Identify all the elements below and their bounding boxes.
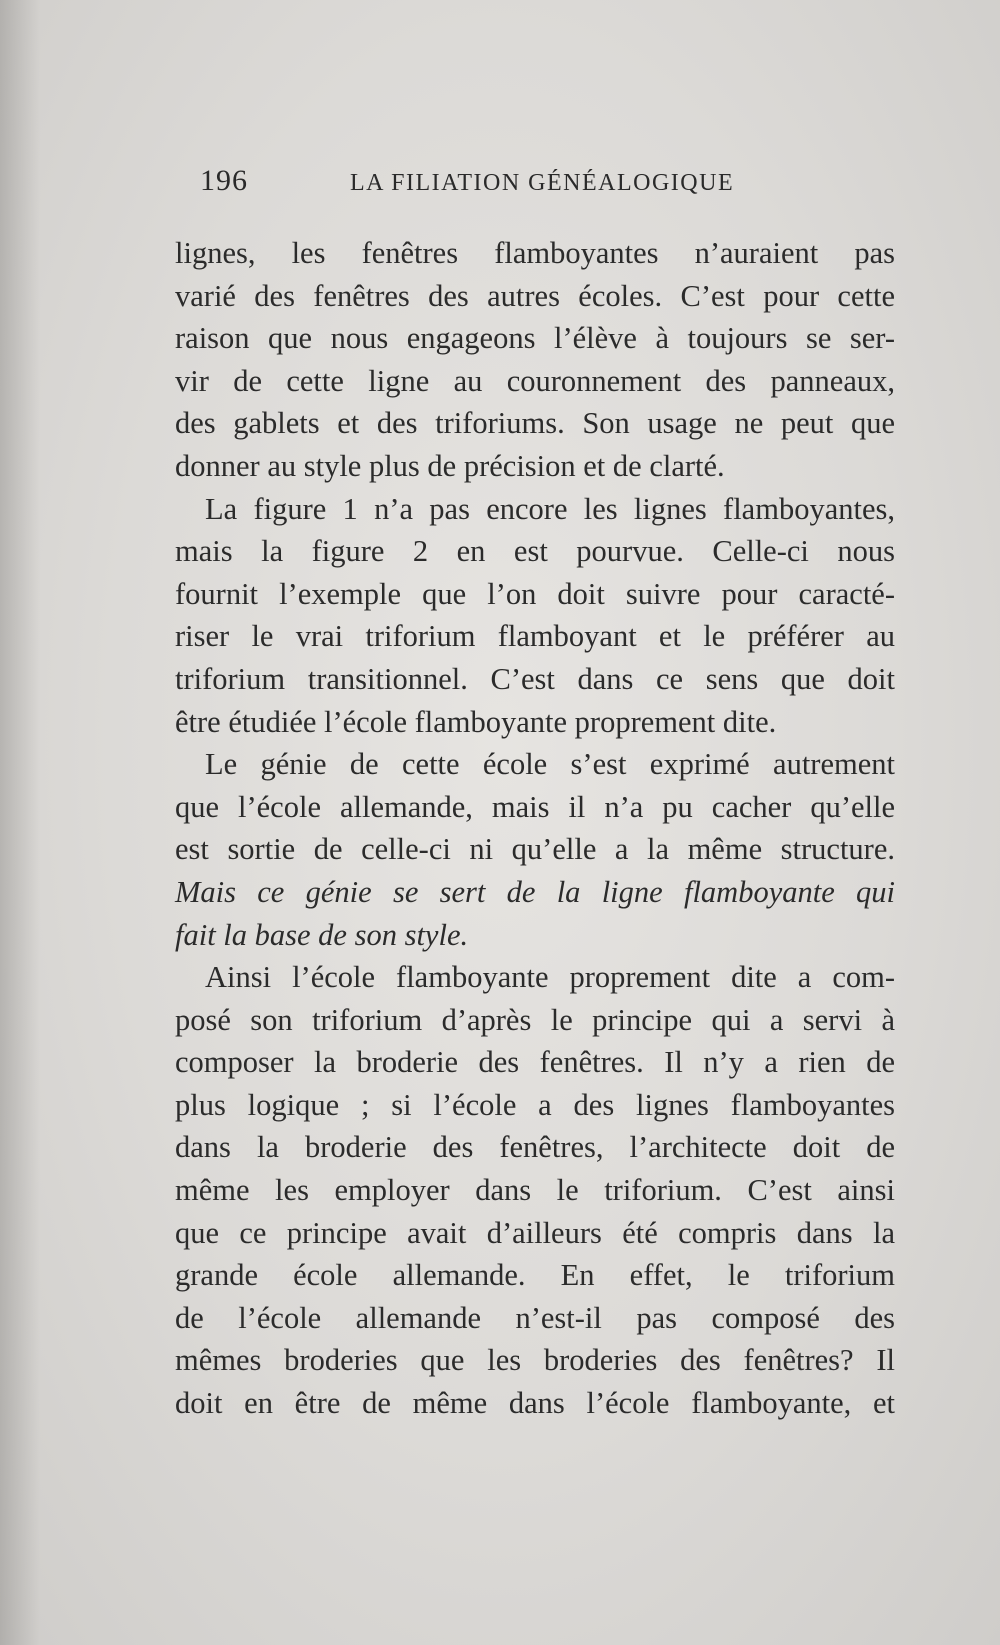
text-line: composer la broderie des fenêtres. Il n’y a rien de <box>175 1045 895 1080</box>
text-line: être étudiée l’école flamboyante proprement dite. <box>175 704 777 739</box>
text-line: La figure 1 n’a pas encore les lignes flamboyantes, <box>205 491 895 526</box>
text-line: lignes, les fenêtres flamboyantes n’auraient pas <box>175 236 895 270</box>
text-line: triforium transitionnel. C’est dans ce sens que doit <box>175 661 895 696</box>
text-line: des gablets et des triforiums. Son usage ne peut que <box>175 406 895 441</box>
text-line: que ce principe avait d’ailleurs été compris dans la <box>175 1215 895 1250</box>
text-line: plus logique ; si l’école a des lignes flamboyantes <box>175 1087 895 1122</box>
text-line: raison que nous engageons l’élève à toujours se ser- <box>175 321 895 356</box>
text-line: même les employer dans le triforium. C’est ainsi <box>175 1173 895 1208</box>
text-line: doit en être de même dans l’école flamboyante, et <box>175 1386 895 1421</box>
text-line-italic: Mais ce génie se sert de la ligne flamboyante qui <box>175 874 895 909</box>
text-line-italic: fait la base de son style. <box>175 917 469 952</box>
page-number: 196 <box>200 164 248 197</box>
text-line: mais la figure 2 en est pourvue. Celle-ci nous <box>175 534 895 569</box>
body-text <box>175 232 895 1425</box>
text-line: Le génie de cette école s’est exprimé autrement <box>205 747 895 782</box>
text-line: que l’école allemande, mais il n’a pu cacher qu’elle <box>175 789 895 824</box>
text-line: Ainsi l’école flamboyante proprement dite a com- <box>205 960 895 995</box>
text-line: grande école allemande. En effet, le triforium <box>175 1258 895 1293</box>
text-line: donner au style plus de précision et de clarté. <box>175 448 725 483</box>
text-line: dans la broderie des fenêtres, l’architecte doit de <box>175 1130 895 1165</box>
text-line: de l’école allemande n’est-il pas composé des <box>175 1300 895 1335</box>
text-line: varié des fenêtres des autres écoles. C’est pour cette <box>175 278 895 313</box>
page-header <box>200 160 860 200</box>
running-title: LA FILIATION GÉNÉALOGIQUE <box>350 170 735 196</box>
text-line: posé son triforium d’après le principe qui a servi à <box>175 1002 895 1037</box>
text-line: fournit l’exemple que l’on doit suivre pour caracté- <box>175 576 895 611</box>
text-line: riser le vrai triforium flamboyant et le préférer au <box>175 619 895 654</box>
text-line: vir de cette ligne au couronnement des panneaux, <box>175 363 895 398</box>
text-line: est sortie de celle-ci ni qu’elle a la même structure. <box>175 832 895 867</box>
text-line: mêmes broderies que les broderies des fenêtres? Il <box>175 1343 895 1378</box>
